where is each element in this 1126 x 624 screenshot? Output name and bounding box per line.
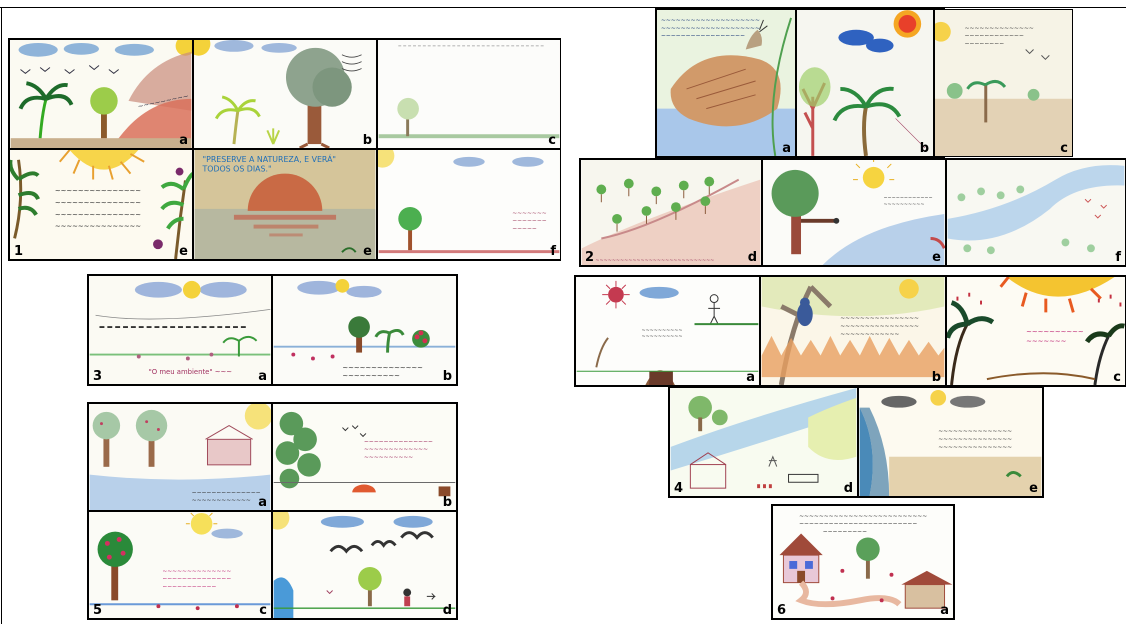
svg-text:~~~~~~~~~~: ~~~~~~~~~~ <box>1026 327 1084 336</box>
panel-letter: c <box>259 603 267 618</box>
drawing-illustration <box>935 10 1072 156</box>
group-number: 6 <box>777 603 787 618</box>
group-number: 4 <box>674 481 684 496</box>
svg-text:~~~~~~~~~~~~: ~~~~~~~~~~~~ <box>840 331 900 338</box>
drawing-panel <box>796 9 934 157</box>
drawing-illustration <box>273 276 456 384</box>
svg-text:~~~~~~~~~~~~~~~~~~~~~~~~~~~~~: ~~~~~~~~~~~~~~~~~~~~~~~~~~~~~ <box>595 258 715 265</box>
panel-letter: e <box>1029 481 1038 496</box>
group-number: 2 <box>585 250 595 265</box>
panel-letter: a <box>782 141 791 156</box>
panel-letter: a <box>258 369 267 384</box>
svg-text:TODOS OS DIAS.": TODOS OS DIAS." <box>202 164 272 174</box>
panel-letter: a <box>940 603 949 618</box>
drawing-panel <box>946 276 1126 386</box>
svg-text:~~~~~~~~~~~~~~: ~~~~~~~~~~~~~~ <box>191 490 261 497</box>
svg-text:~~~~~~~~: ~~~~~~~~ <box>964 41 1005 48</box>
svg-text:"O meu ambiente" ~~~: "O meu ambiente" ~~~ <box>148 368 232 377</box>
drawing-illustration <box>670 388 857 496</box>
frame-top-border <box>0 7 1126 8</box>
svg-text:~~~~~~~~~~~~~~~~~: ~~~~~~~~~~~~~~~~~ <box>660 33 746 40</box>
drawing-illustration <box>378 40 560 148</box>
drawing-panel <box>272 275 457 385</box>
drawing-panel <box>88 511 272 619</box>
svg-text:~~~~~~~~~~~~~~: ~~~~~~~~~~~~~~ <box>964 25 1034 32</box>
svg-text:~~~~~~~~~~~~~~~: ~~~~~~~~~~~~~~~ <box>54 198 142 207</box>
svg-text:~~~~~~~~~~: ~~~~~~~~~~ <box>342 372 400 381</box>
drawing-panel <box>575 276 760 386</box>
panel-letter: d <box>442 603 452 618</box>
drawing-illustration <box>576 277 759 385</box>
group-number: 5 <box>93 603 103 618</box>
svg-text:~~~~~~~~~: ~~~~~~~~~ <box>137 92 190 111</box>
panel-letter: b <box>931 370 941 385</box>
svg-text:~~~~~~~~~~~~~~: ~~~~~~~~~~~~~~ <box>342 364 423 373</box>
svg-text:~~~~~~~~~~~~~~~~~~~~: ~~~~~~~~~~~~~~~~~~~~ <box>660 17 760 24</box>
drawing-panel <box>762 159 946 266</box>
panel-letter: b <box>919 141 929 156</box>
panel-letter: d <box>843 481 853 496</box>
drawing-panel <box>272 403 457 511</box>
drawing-illustration <box>773 506 953 618</box>
drawing-panel <box>88 275 272 385</box>
drawing-panel <box>377 149 561 260</box>
panel-letter: b <box>362 133 372 148</box>
drawing-illustration <box>657 10 795 156</box>
svg-text:~~~~~~~~~~~~~~: ~~~~~~~~~~~~~~ <box>162 576 232 583</box>
drawing-illustration <box>378 150 560 259</box>
drawing-illustration <box>947 160 1125 265</box>
svg-text:~~~~~~~~~~~~~~~: ~~~~~~~~~~~~~~~ <box>54 210 142 219</box>
panel-letter: c <box>1060 141 1068 156</box>
panel-letter: e <box>932 250 941 265</box>
panel-letter: f <box>550 244 556 259</box>
svg-text:~~~~~: ~~~~~ <box>512 226 537 233</box>
panel-letter: f <box>1115 250 1121 265</box>
drawing-illustration <box>859 388 1042 496</box>
svg-text:~~~~~~~~~~~~~~~: ~~~~~~~~~~~~~~~ <box>54 222 142 231</box>
drawing-illustration <box>273 512 456 618</box>
svg-text:~~~~~~~~~~: ~~~~~~~~~~ <box>364 454 414 461</box>
drawing-panel <box>580 159 762 266</box>
drawing-illustration <box>10 150 192 259</box>
drawing-illustration <box>273 404 456 510</box>
svg-text:~~~~~~~~~~~~~~~~: ~~~~~~~~~~~~~~~~ <box>840 324 920 331</box>
drawing-panel <box>193 39 377 149</box>
svg-text:~~~~~~~~~~~~~: ~~~~~~~~~~~~~ <box>364 447 429 454</box>
drawing-illustration <box>89 512 271 618</box>
svg-text:~~~~~~~: ~~~~~~~ <box>1026 337 1067 346</box>
drawing-panel <box>934 9 1073 157</box>
svg-text:~~~~~~~: ~~~~~~~ <box>512 210 547 217</box>
drawing-panel <box>858 387 1043 497</box>
drawing-panel <box>760 276 946 386</box>
svg-text:~~~~~~~~~~~~~~~~~~~~~~~~~~: ~~~~~~~~~~~~~~~~~~~~~~~~~~ <box>799 513 928 520</box>
drawing-illustration <box>194 150 376 259</box>
drawing-panel <box>88 403 272 511</box>
panel-letter: b <box>442 369 452 384</box>
svg-text:~~~~~~~~~~~~: ~~~~~~~~~~~~ <box>883 195 933 202</box>
drawing-illustration <box>89 404 271 510</box>
drawing-panel <box>656 9 796 157</box>
panel-letter: a <box>258 495 267 510</box>
panel-letter: b <box>442 495 452 510</box>
drawing-panel <box>669 387 858 497</box>
drawing-illustration <box>763 160 945 265</box>
drawing-illustration <box>761 277 945 385</box>
svg-text:~~~~~~~~~~~~~~~~~~~~: ~~~~~~~~~~~~~~~~~~~~ <box>660 25 760 32</box>
drawing-illustration <box>89 276 271 384</box>
svg-text:~~~~~~~~~~~~~~~: ~~~~~~~~~~~~~~~ <box>938 429 1013 436</box>
svg-text:~~~~~~~~~~~~~~~: ~~~~~~~~~~~~~~~ <box>54 187 142 196</box>
svg-text:"PRESERVE A NATUREZA, E VERÁ": "PRESERVE A NATUREZA, E VERÁ" <box>202 154 337 164</box>
drawing-illustration <box>10 40 192 148</box>
drawing-panel <box>193 149 377 260</box>
drawing-panel <box>272 511 457 619</box>
svg-text:~~~~~~~~~~: ~~~~~~~~~~ <box>641 333 683 340</box>
panel-letter: a <box>179 133 188 148</box>
panel-letter: c <box>1113 370 1121 385</box>
frame-left-border <box>1 7 2 624</box>
drawing-illustration <box>797 10 933 156</box>
drawing-panel <box>946 159 1126 266</box>
drawing-illustration <box>947 277 1125 385</box>
svg-text:~~~~~~~~~~~~~~: ~~~~~~~~~~~~~~ <box>364 439 433 446</box>
drawing-illustration <box>194 40 376 148</box>
svg-text:~~~~~~~~~~~~: ~~~~~~~~~~~~ <box>964 33 1024 40</box>
drawing-panel <box>772 505 954 619</box>
drawing-panel <box>9 149 193 260</box>
svg-text:~~~~~~~~~~~~~~: ~~~~~~~~~~~~~~ <box>162 568 232 575</box>
svg-text:~~~~~~~~~~~~~~~: ~~~~~~~~~~~~~~~ <box>938 437 1013 444</box>
panel-letter: e <box>363 244 372 259</box>
panel-letter: d <box>747 250 757 265</box>
svg-text:~~~~~~~~~~: ~~~~~~~~~~ <box>641 327 683 334</box>
svg-text:~~~~~~~: ~~~~~~~ <box>512 218 547 225</box>
group-number: 1 <box>14 244 24 259</box>
panel-letter: e <box>179 244 188 259</box>
panel-letter: a <box>746 370 755 385</box>
svg-text:~~~~~~~~~~~~~~~~: ~~~~~~~~~~~~~~~~ <box>840 316 920 323</box>
svg-text:~~~~~~~~~: ~~~~~~~~~ <box>822 529 868 536</box>
svg-text:~~~~~~~~~~~~: ~~~~~~~~~~~~ <box>191 498 251 505</box>
svg-text:~~~~~~~~~~: ~~~~~~~~~~ <box>883 202 925 209</box>
panel-letter: c <box>548 133 556 148</box>
drawing-illustration <box>581 160 761 265</box>
svg-text:~~~~~~~~~~~~~~~: ~~~~~~~~~~~~~~~ <box>938 444 1013 451</box>
svg-text:~~~~~~~~~~~: ~~~~~~~~~~~ <box>162 584 217 591</box>
drawing-panel <box>9 39 193 149</box>
drawing-panel <box>377 39 561 149</box>
svg-text:~~~~~~~~~~~~~~~~~~~~~~~~: ~~~~~~~~~~~~~~~~~~~~~~~~ <box>799 521 918 528</box>
group-number: 3 <box>93 369 103 384</box>
